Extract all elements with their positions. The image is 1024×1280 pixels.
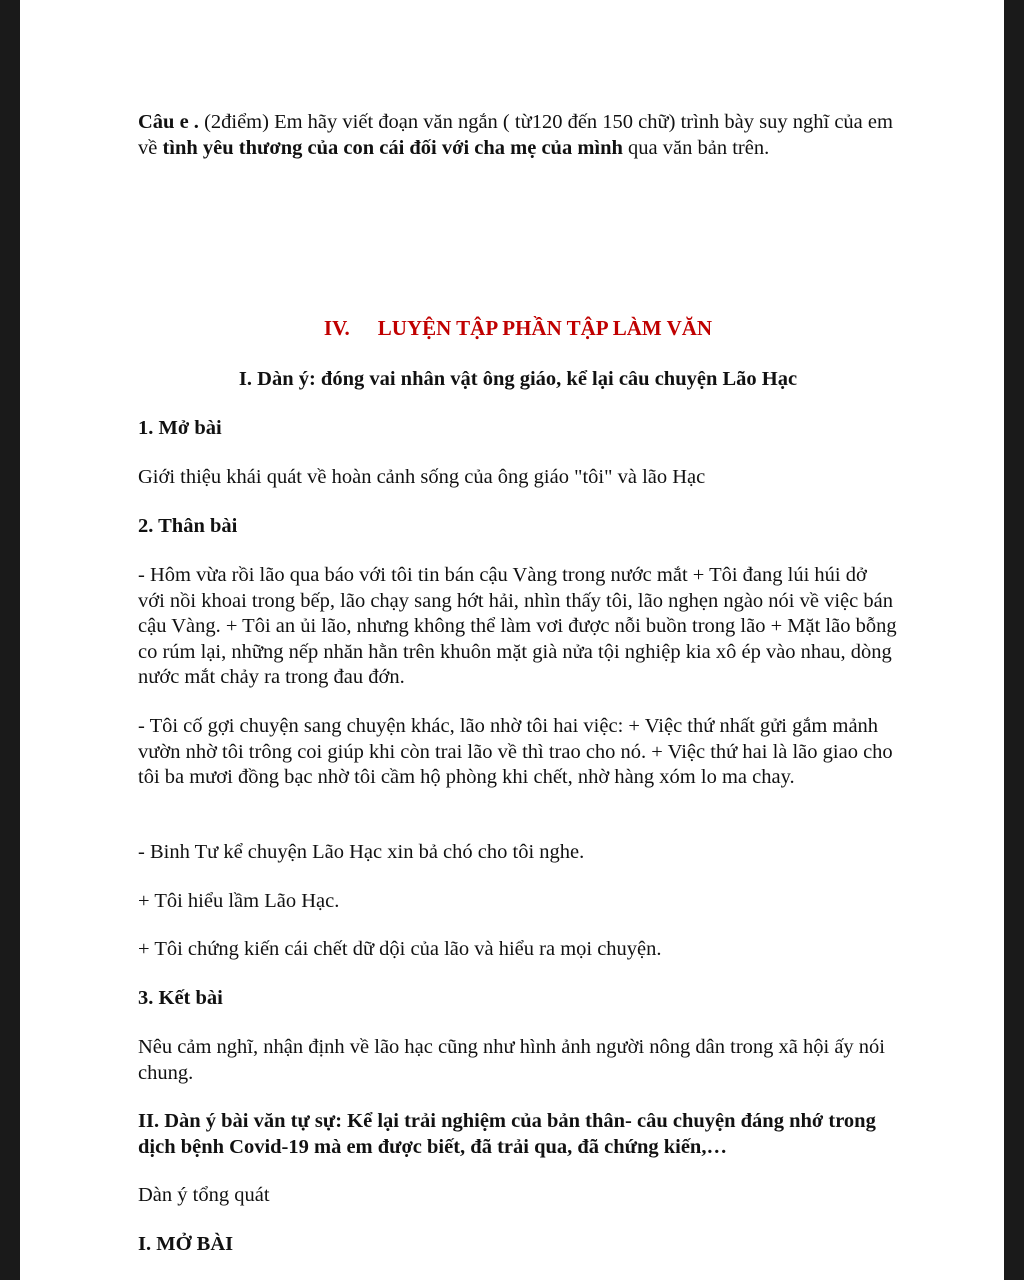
than-bai-paragraph-5: + Tôi chứng kiến cái chết dữ dội của lão và hiểu ra mọi chuyện. — [138, 938, 662, 960]
question-text-1: (2điểm) Em hãy viết đoạn văn ngắn ( từ120 đến 150 chữ) trình bày suy nghĩ của em về — [138, 111, 893, 159]
than-bai-heading: 2. Thân bài — [138, 515, 238, 537]
question-text-2: qua văn bản trên. — [622, 136, 770, 159]
outline-1-title: I. Dàn ý: đóng vai nhân vật ông giáo, kể lại câu chuyện Lão Hạc — [238, 368, 798, 390]
general-outline-label: Dàn ý tổng quát — [138, 1184, 270, 1206]
ket-bai-heading: 3. Kết bài — [138, 987, 223, 1009]
question-e — [138, 110, 898, 161]
than-bai-paragraph-4: + Tôi hiểu lầm Lão Hạc. — [138, 890, 340, 912]
ket-bai-text: Nêu cảm nghĩ, nhận định về lão hạc cũng như hình ảnh người nông dân trong xã hội ấy nói chung. — [138, 1036, 885, 1084]
than-bai-paragraph-3: - Binh Tư kể chuyện Lão Hạc xin bả chó cho tôi nghe. — [138, 841, 585, 863]
section-title: LUYỆN TẬP PHẦN TẬP LÀM VĂN — [377, 316, 713, 340]
document-page — [20, 0, 1004, 1280]
question-bold: tình yêu thương của con cái đối với cha mẹ của mình — [162, 136, 623, 159]
than-bai-paragraph-2: - Tôi cố gợi chuyện sang chuyện khác, lão nhờ tôi hai việc: + Việc thứ nhất gửi gắm mảnh vườn nhờ tôi trông coi giúp khi còn trai lão về thì trao cho nó. + Việc thứ hai là lão giao cho tôi ba mươi đồng bạc nhờ tôi cầm hộ phòng khi chết, nhờ hàng xóm lo ma chay. — [138, 715, 893, 789]
section-heading — [138, 316, 898, 342]
mo-bai-caps-heading: I. MỞ BÀI — [138, 1233, 234, 1255]
outline-2-title: II. Dàn ý bài văn tự sự: Kể lại trải nghiệm của bản thân- câu chuyện đáng nhớ trong dịch bệnh Covid-19 mà em được biết, đã trải qua, đã chứng kiến,… — [138, 1110, 876, 1158]
section-number: IV. — [323, 316, 350, 340]
viewer-right-margin — [1004, 0, 1024, 1280]
mo-bai-text: Giới thiệu khái quát về hoàn cảnh sống của ông giáo "tôi" và lão Hạc — [138, 466, 706, 488]
question-label: Câu e . — [138, 111, 199, 133]
than-bai-paragraph-1: - Hôm vừa rồi lão qua báo với tôi tin bán cậu Vàng trong nước mắt + Tôi đang lúi húi dở với nồi khoai trong bếp, lão chạy sang hớt hải, nhìn thấy tôi, lão nghẹn ngào nói về việc bán cậu Vàng. + Tôi an ủi lão, nhưng không thể làm vơi được nỗi buồn trong lão + Mặt lão bỗng co rúm lại, những nếp nhăn hằn trên khuôn mặt già nửa tội nghiệp kia xô ép vào nhau, dòng nước mắt chảy ra trong đau đớn. — [138, 564, 897, 689]
viewer-left-margin — [0, 0, 20, 1280]
mo-bai-heading: 1. Mở bài — [138, 417, 222, 439]
